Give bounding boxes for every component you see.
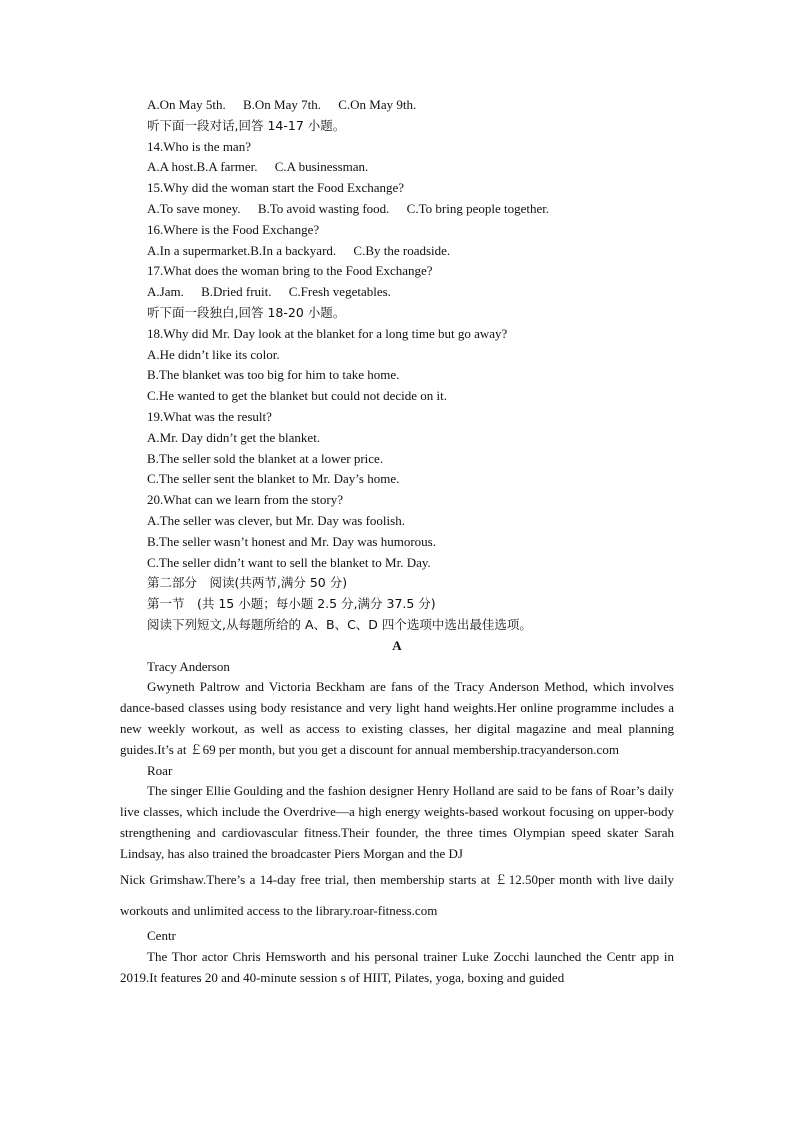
- option-c: C.To bring people together.: [406, 200, 550, 216]
- option-a: A.Jam.: [147, 284, 184, 300]
- roar-title: Roar: [147, 762, 173, 778]
- q18-option-b: B.The blanket was too big for him to take home.: [147, 367, 400, 383]
- q14-options: [120, 157, 674, 178]
- question-20: 20.What can we learn from the story?: [147, 492, 344, 508]
- section1-heading: 第一节 (共 15 小题；每小题 2.5 分,满分 37.5 分): [147, 596, 436, 612]
- q20-option-a: A.The seller was clever, but Mr. Day was foolish.: [147, 512, 405, 528]
- option-a: A.On May 5th.: [147, 97, 226, 112]
- q13-options: [120, 95, 674, 116]
- passage-label: A: [392, 637, 402, 653]
- option-b: B.To avoid wasting food.: [257, 200, 390, 216]
- reading-instruction: 阅读下列短文,从每题所给的 A、B、C、D 四个选项中选出最佳选项。: [147, 616, 532, 632]
- q20-option-b: B.The seller wasn’t honest and Mr. Day was humorous.: [147, 533, 436, 549]
- q18-option-a: A.He didn’t like its color.: [147, 346, 280, 362]
- part2-heading: 第二部分 阅读(共两节,满分 50 分): [147, 575, 348, 591]
- question-19: 19.What was the result?: [147, 408, 272, 424]
- roar-paragraph: The singer Ellie Goulding and the fashion designer Henry Holland are said to be fans of Roar’s daily live classes, which include the Overdrive—a high energy weights-based workout focusing on upper-body strengthening and cardiovascular fitness.Their founder, the three times Olympian speed skater Sarah Lindsay, has also trained the broadcaster Piers Morgan and the DJ: [120, 783, 674, 861]
- centr-paragraph: The Thor actor Chris Hemsworth and his personal trainer Luke Zocchi launched the Centr app in 2019.It features 20 and 40-minute session s of HIIT, Pilates, yoga, boxing and guided: [120, 949, 674, 986]
- q20-option-c: C.The seller didn’t want to sell the blanket to Mr. Day.: [147, 554, 431, 570]
- instruction-14-17: 听下面一段对话,回答 14-17 小题。: [147, 117, 346, 133]
- centr-title: Centr: [147, 928, 176, 944]
- option-a: A.In a supermarket.: [147, 242, 251, 258]
- option-a: A.A host.: [147, 159, 197, 175]
- document-content: [120, 95, 674, 989]
- option-a: A.To save money.: [147, 200, 241, 216]
- option-c: C.By the roadside.: [353, 242, 451, 258]
- option-b: B.Dried fruit.: [201, 284, 272, 300]
- option-c: C.Fresh vegetables.: [288, 284, 391, 300]
- q18-option-c: C.He wanted to get the blanket but could not decide on it.: [147, 388, 448, 404]
- q19-option-c: C.The seller sent the blanket to Mr. Day’s home.: [147, 471, 400, 487]
- q16-options: [120, 241, 674, 262]
- question-15: 15.Why did the woman start the Food Exchange?: [147, 180, 405, 196]
- q19-option-a: A.Mr. Day didn’t get the blanket.: [147, 429, 321, 445]
- tracy-paragraph: Gwyneth Paltrow and Victoria Beckham are fans of the Tracy Anderson Method, which involves dance-based classes using body resistance and very light hand weights.Her online programme includes a new weekly workout, as well as access to existing classes, her digital magazine and meal planning guides.It’s at ￡69 per month, but you get a discount for annual membership.tracyanderson.com: [120, 679, 674, 757]
- option-c: C.On May 9th.: [338, 97, 417, 112]
- q17-options: [120, 282, 674, 303]
- option-b: B.A farmer.: [196, 159, 258, 175]
- instruction-18-20: 听下面一段独白,回答 18-20 小题。: [147, 304, 346, 320]
- option-c: C.A businessman.: [274, 159, 369, 175]
- question-14: 14.Who is the man?: [147, 138, 251, 154]
- q19-option-b: B.The seller sold the blanket at a lower price.: [147, 450, 384, 466]
- roar-paragraph-continued: Nick Grimshaw.There’s a 14-day free trial, then membership starts at ￡12.50per month with live daily workouts and unlimited access to the library.roar-fitness.com: [120, 872, 674, 919]
- question-16: 16.Where is the Food Exchange?: [147, 221, 320, 237]
- question-18: 18.Why did Mr. Day look at the blanket for a long time but go away?: [147, 325, 508, 341]
- option-b: B.In a backyard.: [250, 242, 337, 258]
- q15-options: [120, 199, 674, 220]
- option-b: B.On May 7th.: [242, 97, 321, 112]
- tracy-title: Tracy Anderson: [147, 658, 230, 674]
- question-17: 17.What does the woman bring to the Food Exchange?: [147, 263, 433, 279]
